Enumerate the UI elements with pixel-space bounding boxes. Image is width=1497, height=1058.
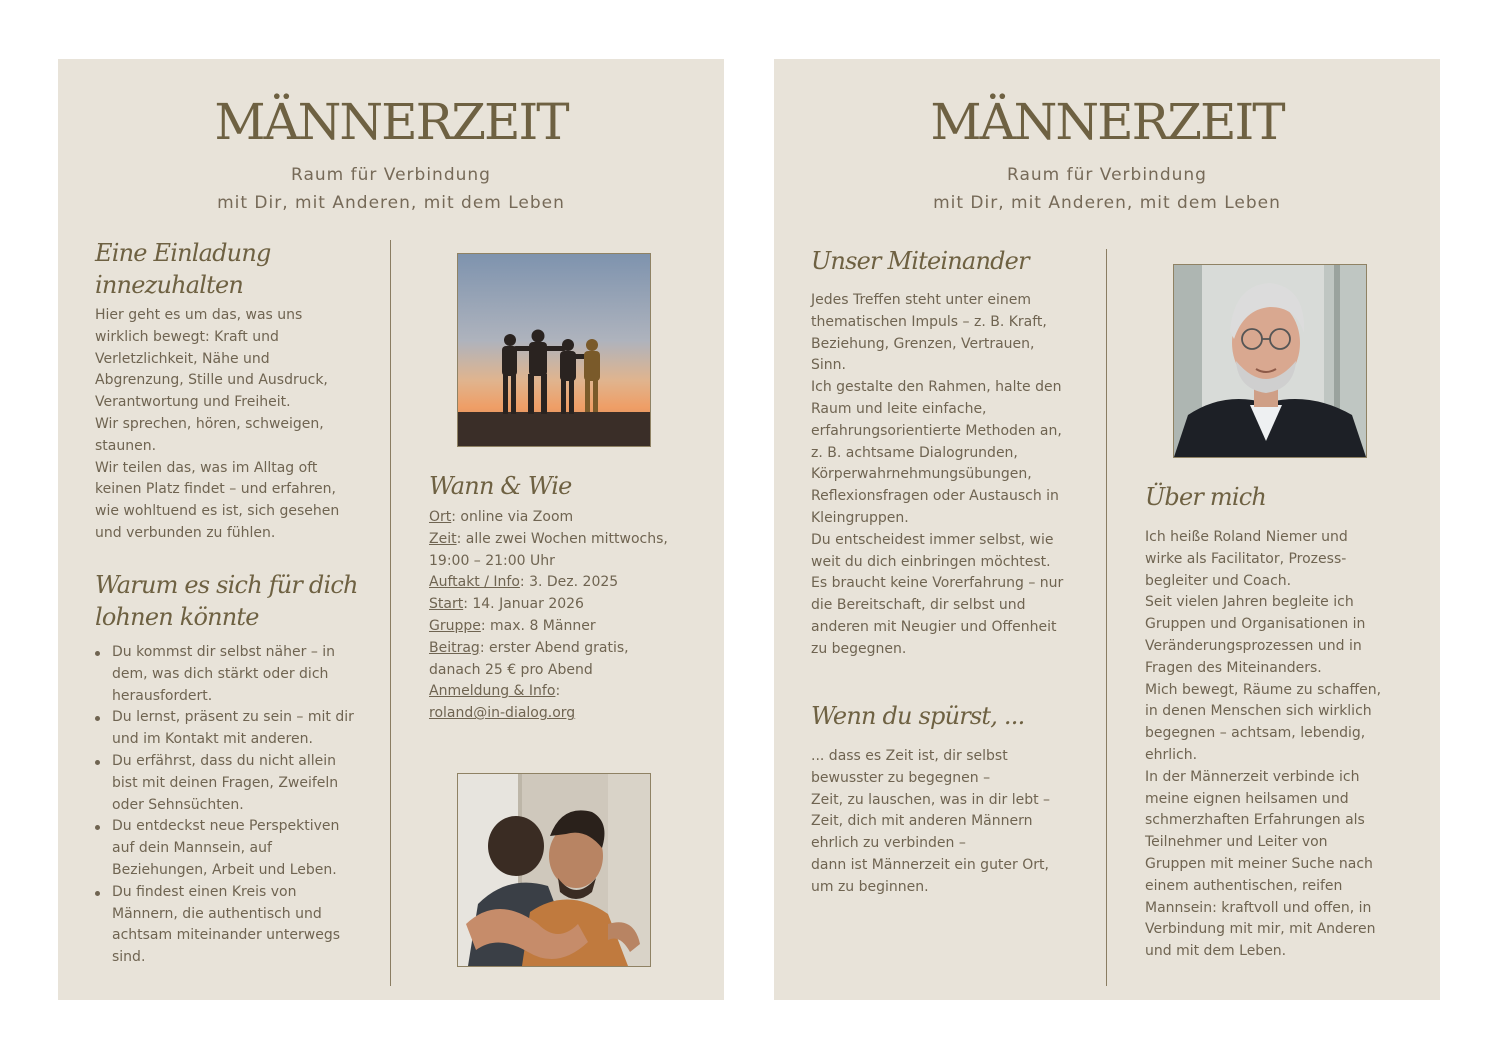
column-divider	[1106, 249, 1107, 986]
portrait-photo	[1173, 264, 1367, 458]
heading-invitation: Eine Einladung innezuhalten	[95, 239, 271, 299]
list-item: Du lernst, präsent zu sein – mit dir und im Kontakt mit anderen.	[95, 707, 354, 751]
page-title: MÄNNERZEIT	[214, 93, 568, 151]
start-label: Start	[429, 596, 464, 613]
group-silhouette-photo	[457, 253, 651, 447]
flyer-page-front	[58, 59, 724, 1000]
men-embracing-photo	[457, 773, 651, 967]
list-item: Du entdeckst neue Perspektiven auf dein Mannsein, auf Beziehungen, Arbeit und Leben.	[95, 816, 354, 881]
subtitle-line: mit Dir, mit Anderen, mit dem Leben	[217, 193, 565, 213]
zeit-label: Zeit	[429, 530, 457, 547]
subtitle	[774, 161, 1440, 217]
page-title: MÄNNERZEIT	[930, 93, 1284, 151]
feel-text: ... dass es Zeit ist, dir selbst bewusster zu begegnen – Zeit, zu lauschen, was in dir lebt – Zeit, dich mit anderen Männern ehrlich zu verbinden – dann ist Männerzeit ein guter Ort, um zu beginnen.	[811, 748, 1051, 895]
subtitle-line: Raum für Verbindung	[1007, 165, 1207, 185]
heading-why: Warum es sich für dich lohnen könnte	[95, 571, 358, 631]
list-item: Du kommst dir selbst näher – in dem, was dich stärkt oder dich herausfordert.	[95, 642, 354, 707]
ort-label: Ort	[429, 509, 452, 525]
together-text: Jedes Treffen steht unter einem thematischen Impuls – z. B. Kraft, Beziehung, Grenzen, Vertrauen, Sinn. Ich gestalte den Rahmen, halte den Raum und leite einfache, erfahrungsorientierte Methoden an, z. B. achtsame Dialogrunden, Körperwahrnehmungsübungen, Reflexionsfragen oder Austausch in Kleingruppen. Du entscheidest immer selbst, wie weit du dich einbringen möchtest. Es braucht keine Vorerfahrung – nur die Bereitschaft, dir selbst und anderen mit Neugier und Offenheit zu begegnen.	[811, 292, 1064, 657]
heading-about: Über mich	[1145, 483, 1267, 511]
heading-feel: Wenn du spürst, ...	[811, 702, 1025, 730]
list-item: Du findest einen Kreis von Männern, die authentisch und achtsam miteinander unterwegs sind.	[95, 882, 354, 969]
anmeldung-label: Anmeldung & Info	[429, 683, 556, 700]
gruppe-label: Gruppe	[429, 617, 481, 634]
subtitle-line: Raum für Verbindung	[291, 165, 491, 185]
subtitle-line: mit Dir, mit Anderen, mit dem Leben	[933, 193, 1281, 213]
auftakt-label: Auftakt / Info	[429, 574, 520, 591]
invitation-text: Hier geht es um das, was uns wirklich bewegt: Kraft und Verletzlichkeit, Nähe und Abgrenzung, Stille und Ausdruck, Verantwortung und Freiheit. Wir sprechen, hören, schweigen, staunen. Wir teilen das, was im Alltag oft keinen Platz findet – und erfahren, wie wohltuend es ist, sich gesehen und verbunden zu fühlen.	[95, 307, 340, 541]
beitrag-label: Beitrag	[429, 639, 480, 656]
when-details: Ort: online via Zoom Zeit: alle zwei Wochen mittwochs, 19:00 – 21:00 Uhr Auftakt / Info: 3. Dez. 2025 Start: 14. Januar 2026 Gruppe: max. 8 Männer Beitrag: erster Abend gratis, danach 25 € pro Abend Anmeldung & Info: roland@in-dialog.org	[429, 509, 668, 722]
list-item: Du erfährst, dass du nicht allein bist mit deinen Fragen, Zweifeln oder Sehnsüchten.	[95, 751, 354, 816]
subtitle	[58, 161, 724, 217]
flyer-page-back	[774, 59, 1440, 1000]
heading-when: Wann & Wie	[429, 472, 572, 500]
about-text: Ich heiße Roland Niemer und wirke als Facilitator, Prozess- begleiter und Coach. Seit vielen Jahren begleite ich Gruppen und Organisationen in Veränderungsprozessen und in Fragen des Miteinanders. Mich bewegt, Räume zu schaffen, in denen Menschen sich wirklich begegnen – achtsam, lebendig, ehrlich. In der Männerzeit verbinde ich meine eignen heilsamen und schmerzhaften Erfahrungen als Teilnehmer und Leiter von Gruppen mit meiner Suche nach einem authentischen, reifen Mannsein: kraftvoll und offen, in Verbindung mit mir, mit Anderen und mit dem Leben.	[1145, 529, 1382, 960]
heading-together: Unser Miteinander	[811, 247, 1029, 275]
email-link[interactable]: roland@in-dialog.org	[429, 705, 576, 722]
benefits-list	[95, 642, 354, 969]
column-divider	[390, 240, 391, 986]
